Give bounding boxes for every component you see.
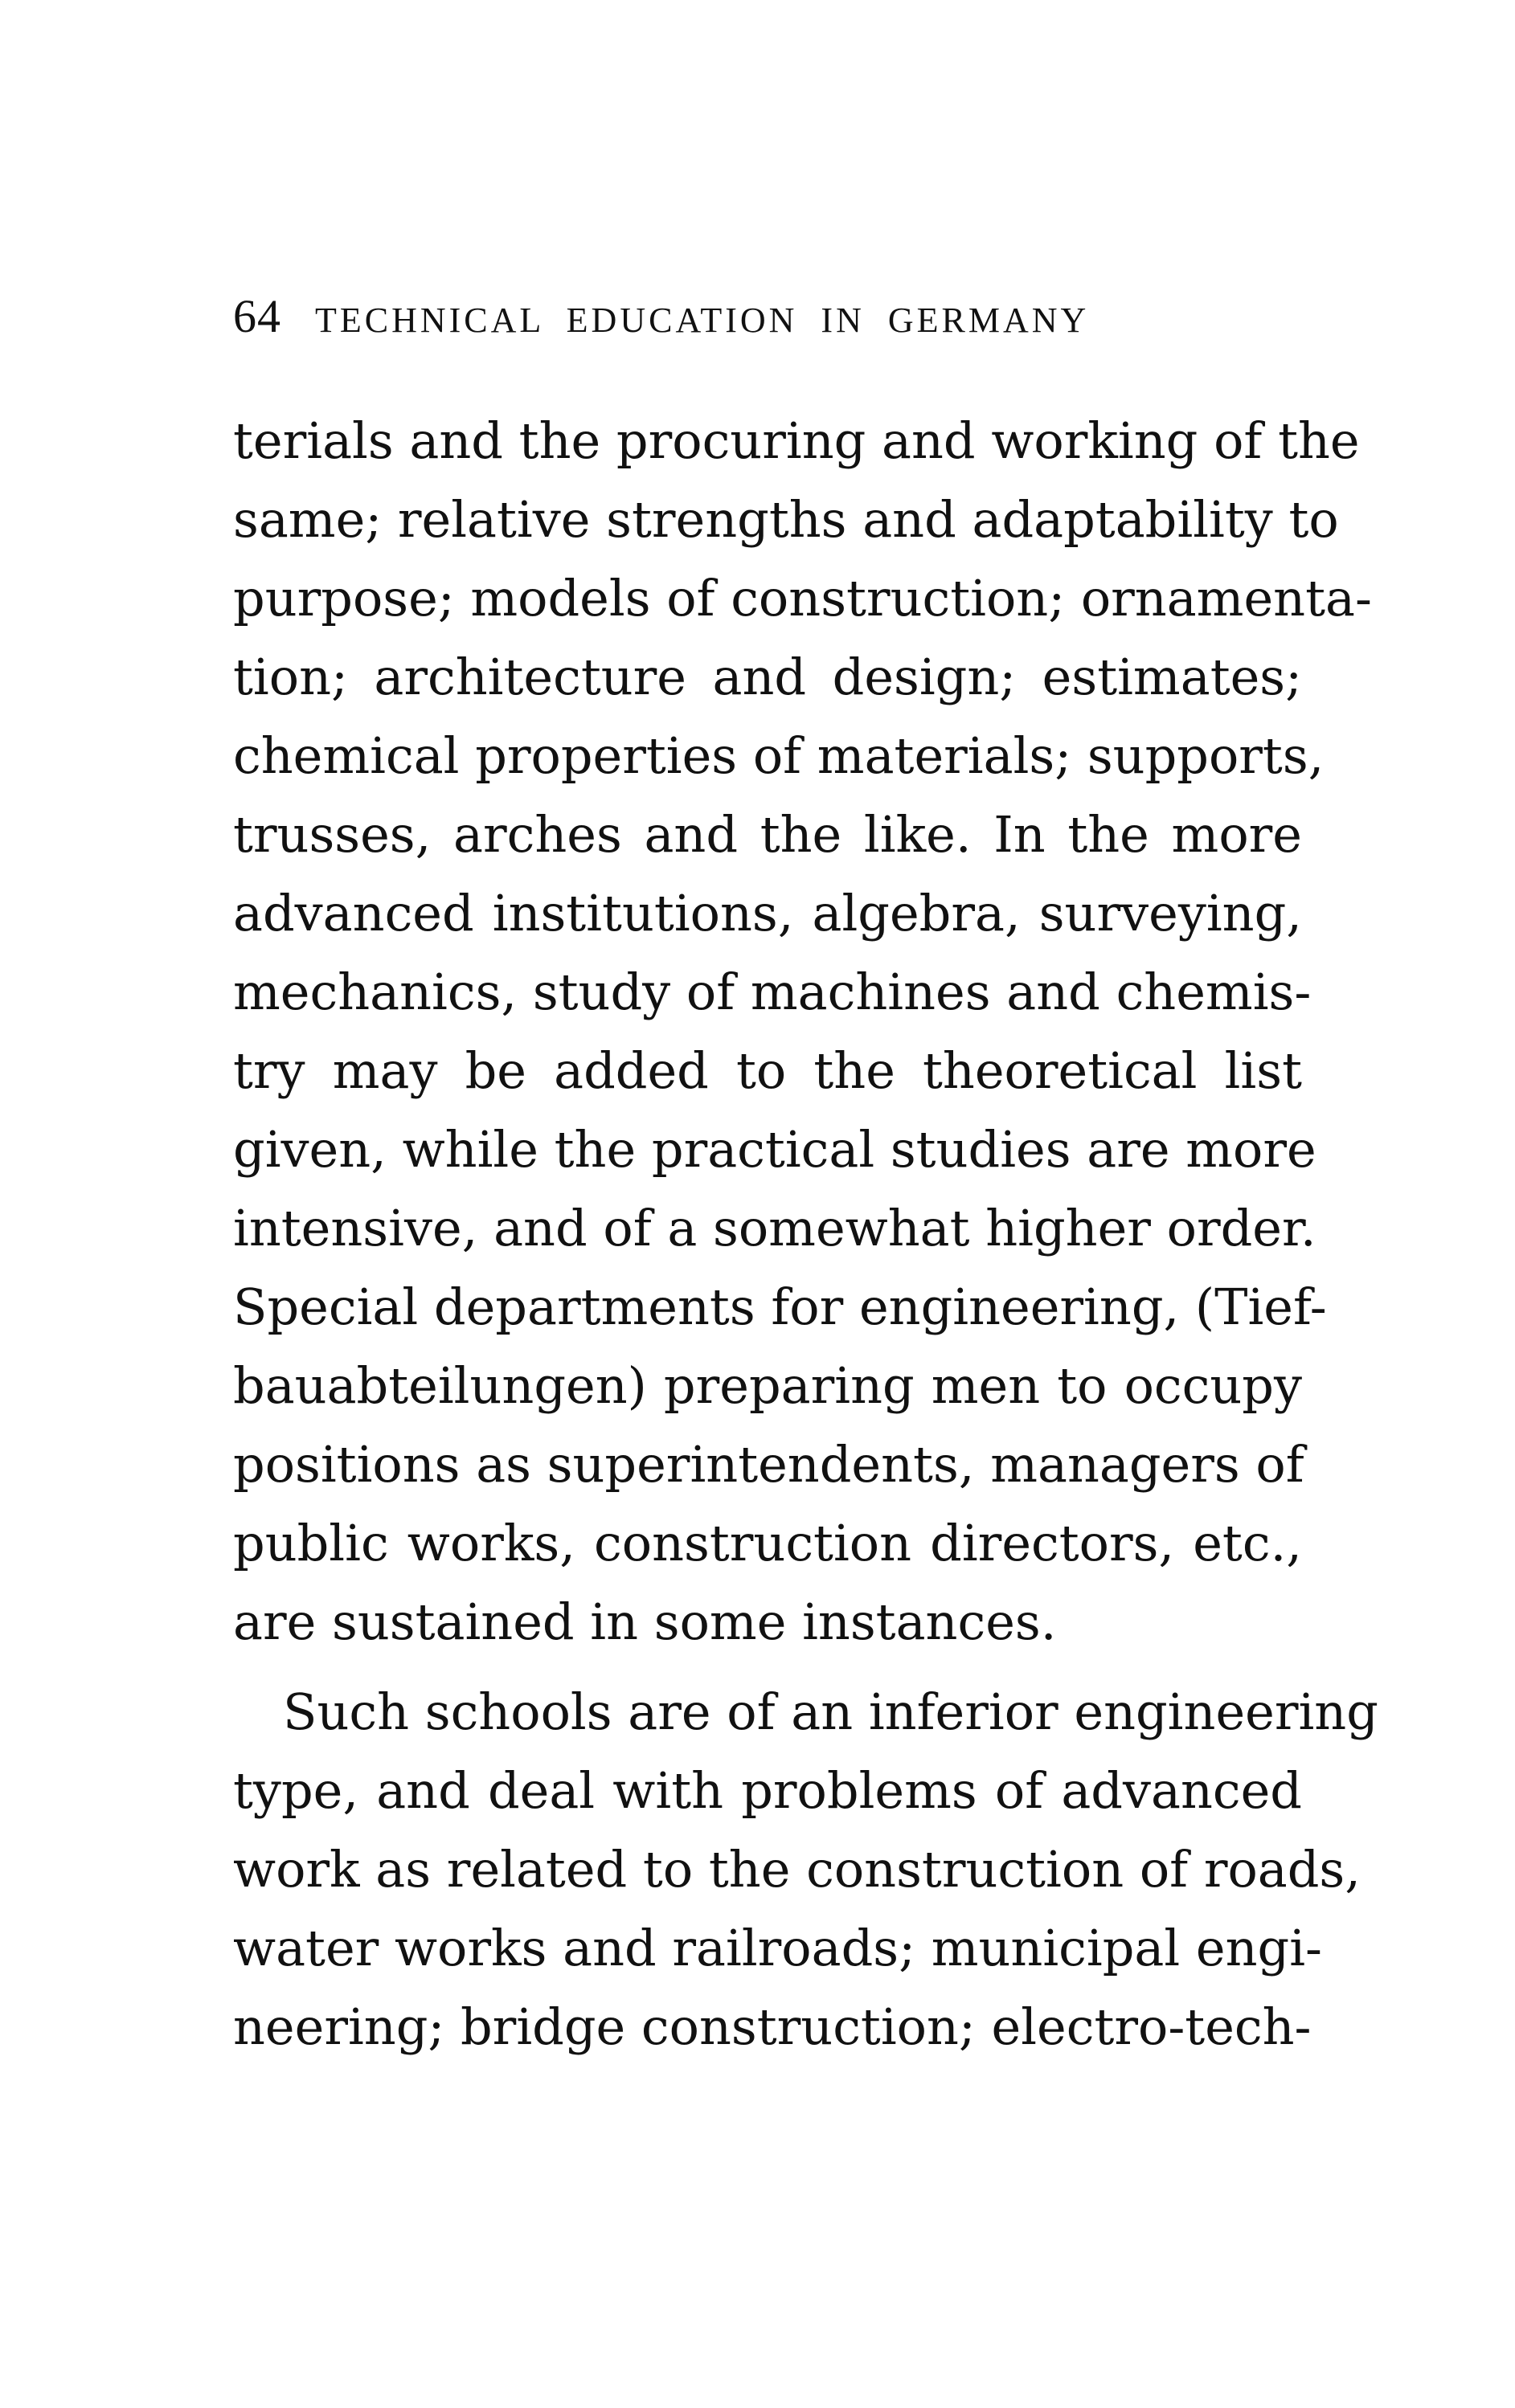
paragraph-gap <box>233 1662 1302 1673</box>
text-line: type, and deal with problems of advanced <box>233 1761 1302 1820</box>
text-line: work as related to the construction of roads, <box>233 1840 1361 1899</box>
text-line: given, while the practical studies are more <box>233 1120 1316 1179</box>
page-number: 64 <box>233 290 281 342</box>
running-head <box>233 289 1302 354</box>
text-line: positions as superintendents, managers of <box>233 1435 1304 1494</box>
body-text <box>233 402 1378 2067</box>
text-line: are sustained in some instances. <box>233 1592 1057 1651</box>
text-line: mechanics, study of machines and chemis- <box>233 963 1312 1021</box>
text-line: chemical properties of materials; supports, <box>233 726 1325 785</box>
text-line: tion; architecture and design; estimates; <box>233 648 1302 706</box>
text-line: Such schools are of an inferior engineering <box>283 1682 1378 1741</box>
text-line: advanced institutions, algebra, surveying, <box>233 884 1302 942</box>
text-line: bauabteilungen) preparing men to occupy <box>233 1356 1302 1415</box>
text-line: trusses, arches and the like. In the more <box>233 805 1302 864</box>
text-line: try may be added to the theoretical list <box>233 1041 1302 1100</box>
text-line: terials and the procuring and working of the <box>233 411 1360 470</box>
text-line: Special departments for engineering, (Tief- <box>233 1278 1327 1336</box>
paragraph-2 <box>233 1673 1378 2067</box>
text-line: neering; bridge construction; electro-tech- <box>233 1997 1312 2056</box>
text-line: purpose; models of construction; ornamenta- <box>233 569 1372 628</box>
text-line: water works and railroads; municipal engi- <box>233 1919 1323 1977</box>
paragraph-1 <box>233 402 1372 1662</box>
running-title: TECHNICAL EDUCATION IN GERMANY <box>315 300 1090 340</box>
text-line: intensive, and of a somewhat higher order. <box>233 1199 1316 1257</box>
text-line: public works, construction directors, etc., <box>233 1514 1302 1572</box>
text-line: same; relative strengths and adaptability to <box>233 490 1339 549</box>
